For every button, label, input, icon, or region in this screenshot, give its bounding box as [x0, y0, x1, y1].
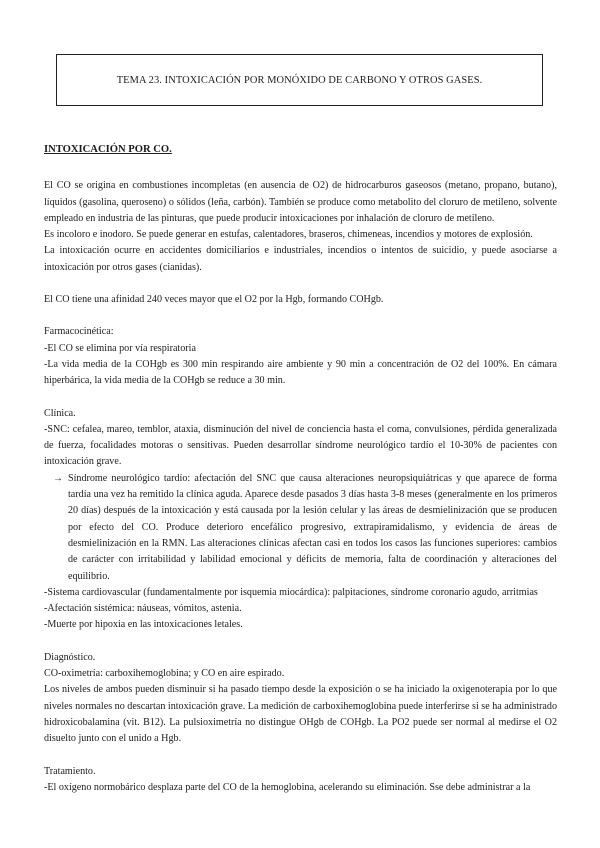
- arrow-right-icon: →: [52, 472, 64, 484]
- diagnosis-heading: Diagnóstico.: [44, 651, 96, 663]
- late-syndrome-block: [48, 471, 557, 585]
- intro-paragraph: Es incoloro e inodoro. Se puede generar en estufas, calentadores, braseros, chimeneas, incendios y motores de explosión.: [44, 229, 533, 241]
- intro-paragraph: La intoxicación ocurre en accidentes domiciliarios e industriales, incendios o intentos de suicidio, y puede asociarse a intoxicación por otros gases (cianidas).: [44, 245, 557, 273]
- section-heading: INTOXICACIÓN POR CO.: [44, 144, 172, 155]
- diagnosis-oximetry: CO-oximetría: carboxihemoglobina; y CO en aire espirado.: [44, 668, 285, 680]
- treatment-text: -El oxígeno normobárico desplaza parte del CO de la hemoglobina, acelerando su eliminación. Sse debe administrar a la: [44, 781, 531, 793]
- intro-paragraph: El CO se origina en combustiones incompletas (en ausencia de O2) de hidrocarburos gaseosos (metano, propano, butano), líquidos (gasolina, queroseno) o sólidos (leña, carbón). También se produce como metabolito del cloruro de metileno, solvente empleado en industria de las pinturas, que puede producir intoxicaciones por inhalación de cloruro de metileno.: [44, 180, 557, 224]
- clinical-heading: Clínica.: [44, 407, 76, 419]
- treatment-heading: Tratamiento.: [44, 765, 96, 777]
- document-title: TEMA 23. INTOXICACIÓN POR MONÓXIDO DE CARBONO Y OTROS GASES.: [116, 74, 483, 86]
- clinical-item: -Muerte por hipoxia en las intoxicaciones letales.: [44, 619, 243, 631]
- clinical-snc: -SNC: cefalea, mareo, temblor, ataxia, disminución del nivel de conciencia hasta el coma, convulsiones, pérdida generalizada de fuerza, focalidades motoras o sensitivas. Pueden desarrollar síndrome neurológico tardío el 10-30% de pacientes con intoxicación grave.: [44, 423, 557, 468]
- diagnosis-text: Los niveles de ambos pueden disminuir si ha pasado tiempo desde la exposición o se ha iniciado la oxigenoterapia por lo que niveles normales no descartan intoxicación grave. La medición de carboxihemoglobina puede interferirse si se ha administrado hidroxicobalamina (vit. B12). La pulsioximetría no distingue OHgb de COHgb. La PO2 puede ser normal al medirse el O2 disuelto junto con el unido a Hgb.: [44, 684, 557, 745]
- pharmacokinetics-item: -El CO se elimina por vía respiratoria: [44, 342, 196, 354]
- clinical-item: -Afectación sistémica: náuseas, vómitos, astenia.: [44, 603, 242, 615]
- pharmacokinetics-heading: Farmacocinética:: [44, 326, 114, 338]
- clinical-item: -Sistema cardiovascular (fundamentalmente por isquemia miocárdica): palpitaciones, síndrome coronario agudo, arritmias: [44, 586, 538, 598]
- document-body: [44, 134, 557, 796]
- pharmacokinetics-item: -La vida media de la COHgb es 300 min respirando aire ambiente y 90 min a concentración de O2 del 100%. En cámara hiperbárica, la vida media de la COHgb se reduce a 30 min.: [44, 358, 557, 387]
- late-syndrome-text: Síndrome neurológico tardío: afectación del SNC que causa alteraciones neuropsiquiátricas y que aparece de forma tardía una vez ha remitido la clínica aguda. Aparece desde pasados 3 días hasta 3-8 meses (generalmente en los primeros 20 días) después de la intoxicación y está causada por la lesión celular y las áreas de desmielinización que se producen por efecto del CO. Produce deterioro encefálico progresivo, extrapiramidalismo, y evidencia de áreas de desmielinización en la RMN. Las alteraciones clínicas afectan casi en todos los casos las funciones superiores: cambios de carácter con irritabilidad y labilidad emocional y déficits de memoria, falta de coordinación y alteraciones del equilibrio.: [68, 472, 557, 582]
- title-box: [56, 54, 543, 106]
- affinity-paragraph: El CO tiene una afinidad 240 veces mayor que el O2 por la Hgb, formando COHgb.: [44, 294, 384, 306]
